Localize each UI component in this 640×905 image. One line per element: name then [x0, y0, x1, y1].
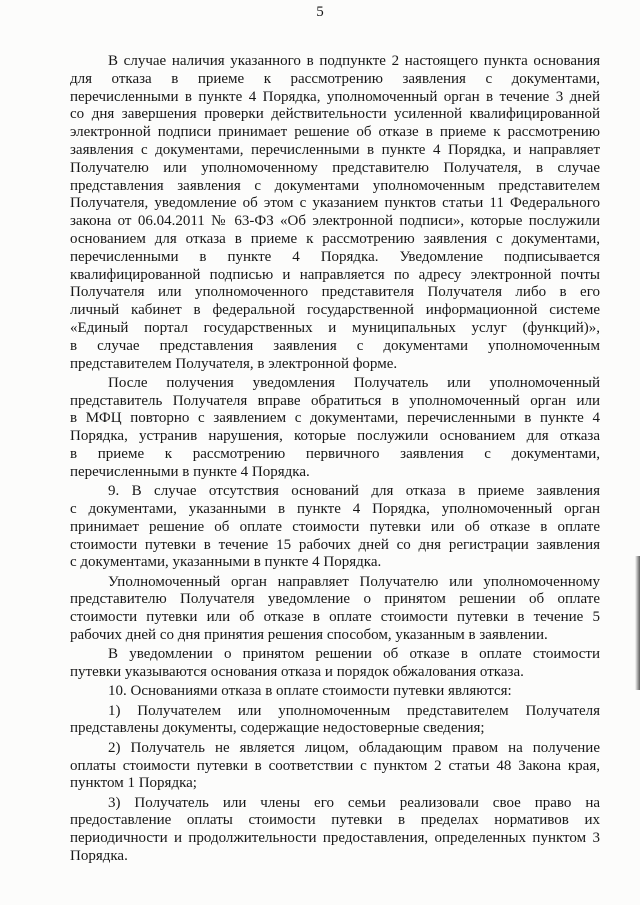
text-line: В случае наличия указанного в подпункте 2 настоящего пункта основания [108, 53, 600, 69]
text-line: После получения уведомления Получатель или уполномоченный [108, 374, 600, 391]
paragraph [70, 53, 600, 373]
text-line: Получателю или уполномоченному представителю Получателя, в случае [70, 159, 600, 176]
text-line: закона от 06.04.2011 № 63-ФЗ «Об электронной подписи», которые послужили [70, 213, 600, 230]
text-line: перечисленными в пункте 4 Порядка. Уведомление подписывается [70, 248, 600, 265]
text-line: оплаты стоимости путевки в соответствии с пунктом 2 статьи 48 Закона края, [70, 757, 600, 774]
text-line: представлены документы, содержащие недостоверные сведения; [70, 720, 485, 737]
text-line: стоимости путевки в течение 15 рабочих дней со дня регистрации заявления [70, 536, 600, 553]
paragraph [70, 574, 600, 645]
text-line: для отказа в приеме к рассмотрению заявления с документами, [70, 70, 600, 87]
text-line: пунктом 1 Порядка; [70, 775, 197, 792]
text-line: представитель Получателя вправе обратиться в уполномоченный орган или [70, 392, 600, 409]
text-line: путевки указываются основания отказа и порядок обжалования отказа. [70, 664, 524, 681]
text-line: В уведомлении о принятом решении об отказе в оплате стоимости [108, 646, 600, 663]
text-line: в случае представления заявления с документами уполномоченным [70, 337, 600, 354]
paragraph [70, 683, 600, 701]
text-line: электронной подписи принимает решение об отказе в приеме к рассмотрению [70, 124, 600, 141]
text-line: Порядка, устранив нарушения, которые послужили основанием для отказа [70, 428, 600, 445]
text-line: 1) Получателем или уполномоченным представителем Получателя [108, 702, 600, 719]
text-line: представителем Получателя, в электронной форме. [70, 355, 398, 372]
text-line: 3) Получатель или члены его семьи реализовали свое право на [108, 794, 600, 811]
text-line: основанием для отказа в приеме к рассмотрению заявления с документами, [70, 230, 600, 247]
document-body [70, 53, 600, 867]
text-line: личный кабинет в федеральной государственной информационной системе [70, 302, 600, 319]
text-line: принимает решение об оплате стоимости путевки или об отказе в оплате [70, 518, 600, 535]
text-line: со дня завершения проверки действительности усиленной квалифицированной [70, 106, 600, 123]
text-line: в МФЦ повторно с заявлением с документами, перечисленными в пункте 4 [70, 410, 600, 427]
text-line: 9. В случае отсутствия оснований для отказа в приеме заявления [108, 483, 600, 500]
paragraph [70, 740, 600, 793]
scan-edge-shadow [635, 556, 640, 690]
text-line: Получателя или уполномоченного представителя Получателя либо в его [70, 284, 600, 301]
paragraph [70, 795, 600, 866]
text-line: перечисленными в пункте 4 Порядка. [70, 463, 310, 480]
text-line: 10. Основаниями отказа в оплате стоимости путевки являются: [108, 683, 512, 700]
paragraph [70, 483, 600, 572]
text-line: с документами, указанными в пункте 4 Порядка. [70, 554, 382, 571]
text-line: перечисленными в пункте 4 Порядка, уполномоченный орган в течение 3 дней [70, 88, 600, 105]
text-line: в приеме к рассмотрению первичного заявления с документами, [70, 446, 600, 463]
text-line: Получателя, уведомление об этом с указанием пунктов статьи 11 Федерального [70, 195, 600, 212]
paragraph [70, 646, 600, 682]
page-number: 5 [316, 4, 324, 20]
text-line: предоставление оплаты стоимости путевки в пределах нормативов их [70, 812, 600, 829]
text-line: Порядка. [70, 848, 128, 865]
text-line: представителю Получателя уведомление о принятом решении об оплате [70, 591, 600, 608]
text-line: Уполномоченный орган направляет Получателю или уполномоченному [108, 573, 600, 590]
paragraph [70, 703, 600, 739]
text-line: 2) Получатель не является лицом, обладающим правом на получение [108, 739, 600, 756]
text-line: квалифицированной подписью и направляется по адресу электронной почты [70, 266, 600, 283]
text-line: стоимости путевки или об отказе в оплате стоимости путевки в течение 5 [70, 609, 600, 626]
paragraph [70, 375, 600, 482]
text-line: «Единый портал государственных и муниципальных услуг (функций)», [70, 319, 600, 336]
text-line: с документами, указанными в пункте 4 Порядка, уполномоченный орган [70, 500, 600, 517]
text-line: заявления с документами, перечисленными в пункте 4 Порядка, и направляет [70, 141, 600, 158]
text-line: периодичности и продолжительности предоставления, определенных пунктом 3 [70, 830, 600, 847]
text-line: представления заявления с документами уполномоченным представителем [70, 177, 600, 194]
text-line: рабочих дней со дня принятия решения способом, указанным в заявлении. [70, 627, 548, 643]
